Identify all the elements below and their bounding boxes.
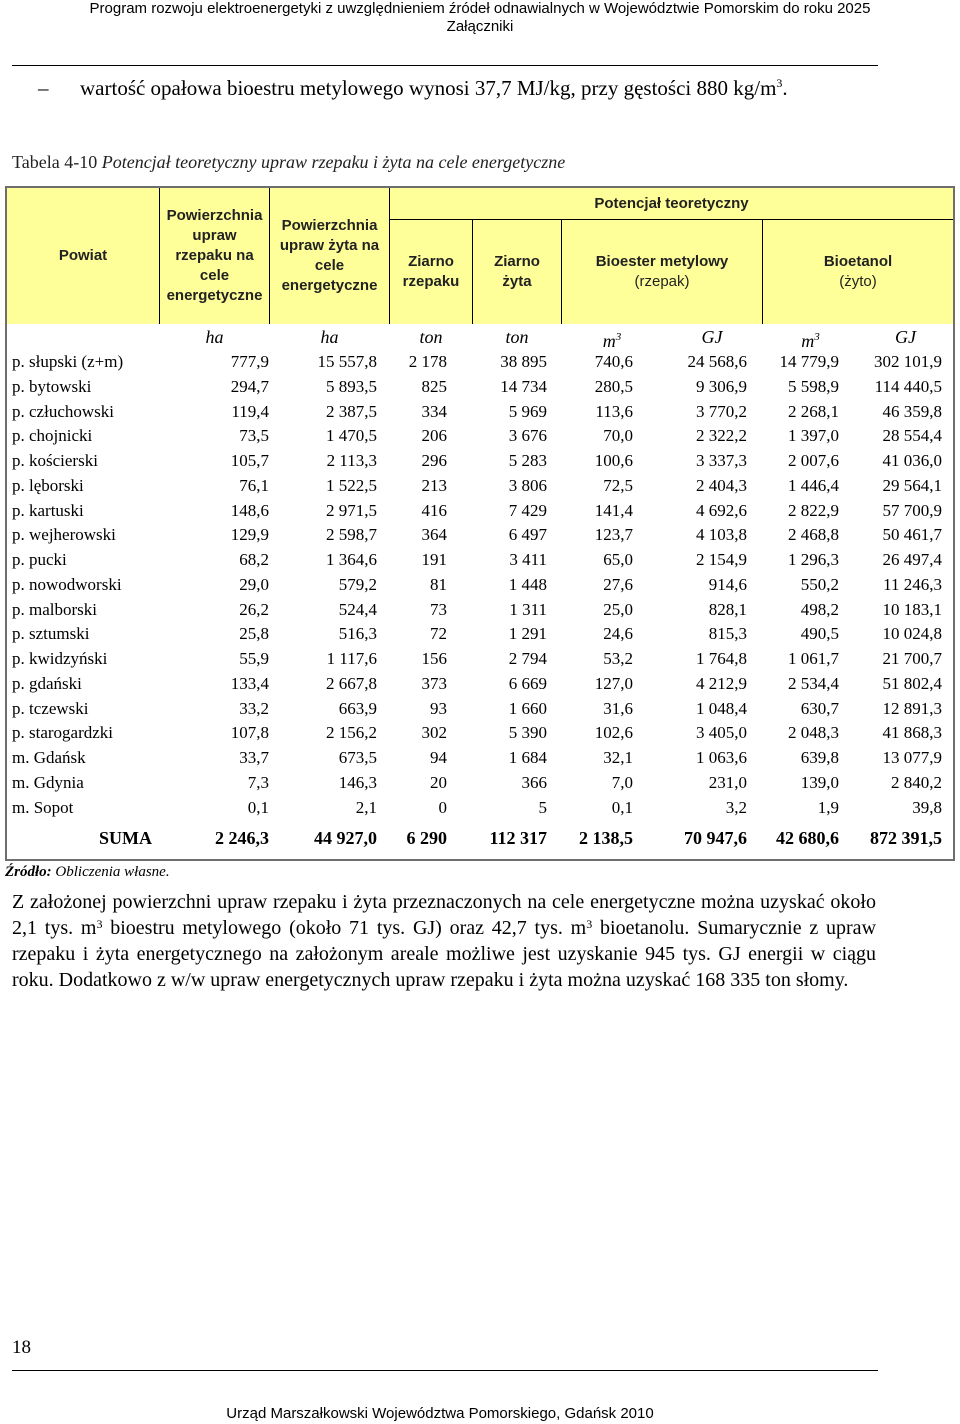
source-label: Źródło: (5, 864, 52, 880)
cell-value: 12 891,3 (882, 698, 942, 718)
cell-value: 777,9 (230, 352, 269, 371)
cell-powiat: p. starogardzki (12, 723, 114, 743)
cell-value: 1 446,4 (788, 475, 839, 495)
cell-value: 146,3 (338, 772, 377, 792)
cell-value: 3 405,0 (696, 723, 747, 743)
th-bioetanol-sub: (żyto) (839, 273, 877, 290)
cell-value: 2 971,5 (326, 500, 377, 520)
cell-value: 9 306,9 (696, 376, 747, 396)
cell-value: 2 598,7 (326, 525, 377, 545)
para-part-1: Z założonej powierzchni upraw rzepaku i żyta przeznaczonych na cele energetyczne można uzyskać około 2,1 tys. m (12, 891, 876, 939)
cell-value: 10 183,1 (882, 599, 942, 619)
header-subtitle: Załączniki (446, 18, 514, 35)
cell-value: 1 296,3 (788, 550, 839, 569)
bullet-dash: – (38, 76, 49, 100)
cell-value: 70,0 (603, 426, 633, 446)
cell-value: 828,1 (708, 599, 747, 619)
table-row (7, 696, 953, 721)
cell-value: 3 770,2 (696, 401, 747, 421)
table-row (7, 522, 953, 547)
cell-value: 1,9 (817, 797, 839, 817)
bullet-end: . (782, 76, 788, 100)
bullet-main: wartość opałowa bioestru metylowego wynosi 37,7 MJ/kg, przy gęstości 880 kg/m (80, 76, 777, 100)
cell-value: 57 700,9 (882, 500, 942, 520)
cell-value: 127,0 (594, 673, 633, 693)
th-bioester (562, 220, 762, 324)
cell-powiat: p. kartuski (12, 500, 84, 520)
table-row (7, 646, 953, 671)
table-row (7, 547, 953, 572)
cell-value: 2 048,3 (788, 723, 839, 743)
sum-row (7, 825, 953, 851)
cell-value: 5 390 (508, 723, 547, 743)
cell-powiat: p. gdański (12, 673, 82, 693)
unit-cell (562, 324, 662, 350)
cell-value: 0,1 (611, 797, 633, 817)
cell-value: 296 (421, 451, 447, 470)
cell-powiat: p. nowodworski (12, 574, 122, 594)
cell-value: 39,8 (912, 797, 942, 817)
th-bioetanol (763, 220, 953, 324)
cell-value: 139,0 (800, 772, 839, 792)
cell-value: 5 598,9 (788, 376, 839, 396)
cell-value: 119,4 (231, 401, 269, 421)
cell-value: 3,2 (725, 797, 747, 817)
cell-value: 25,8 (239, 624, 269, 644)
cell-value: 1 311 (509, 599, 547, 619)
cell-powiat: p. wejherowski (12, 525, 116, 545)
cell-value: 302 101,9 (874, 352, 942, 371)
cell-value: 76,1 (239, 475, 269, 495)
cell-value: 498,2 (800, 599, 839, 619)
cell-value: 94 (430, 748, 447, 767)
cell-value: 516,3 (338, 624, 377, 644)
cell-value: 68,2 (239, 550, 269, 569)
unit-cell: GJ (701, 327, 723, 347)
cell-value: 2 387,5 (326, 401, 377, 421)
table-row (7, 720, 953, 745)
cell-value: 2 322,2 (696, 426, 747, 446)
cell-value: 294,7 (230, 376, 269, 396)
sum-value: 42 680,6 (776, 828, 839, 849)
cell-value: 21 700,7 (882, 649, 942, 668)
unit-cell: GJ (895, 327, 916, 347)
page-header (0, 0, 960, 36)
cell-value: 1 291 (508, 624, 547, 644)
cell-value: 1 364,6 (326, 550, 377, 569)
bullet-sup: 3 (776, 76, 783, 90)
caption-title: Potencjał teoretyczny upraw rzepaku i żyta na cele energetyczne (101, 152, 566, 172)
cell-powiat: p. malborski (12, 599, 97, 619)
table-row (7, 770, 953, 795)
cell-value: 24,6 (603, 624, 633, 644)
grid-line (762, 219, 763, 324)
cell-value: 6 669 (508, 673, 547, 693)
cell-value: 41 036,0 (882, 451, 942, 470)
grid-line (269, 188, 270, 324)
cell-value: 5 969 (508, 401, 547, 421)
cell-value: 630,7 (800, 698, 839, 718)
cell-value: 33,7 (239, 748, 269, 767)
th-bioester-sub: (rzepak) (634, 273, 690, 290)
cell-value: 15 557,8 (317, 352, 377, 371)
cell-value: 93 (430, 698, 447, 718)
th-bioetanol-label: Bioetanol (823, 253, 893, 270)
cell-powiat: p. człuchowski (12, 401, 114, 421)
footer-divider (12, 1370, 878, 1371)
cell-value: 50 461,7 (882, 525, 942, 545)
table-row (7, 374, 953, 399)
cell-value: 100,6 (594, 451, 633, 470)
cell-value: 206 (421, 426, 447, 446)
cell-value: 2 178 (408, 352, 447, 371)
cell-value: 1 470,5 (326, 426, 377, 446)
source-text: Obliczenia własne. (55, 864, 170, 880)
th-pow-rzepak: Powierzchnia upraw rzepaku na cele energetyczne (166, 207, 263, 304)
cell-powiat: p. tczewski (12, 698, 89, 718)
cell-value: 191 (421, 550, 447, 569)
cell-value: 6 497 (508, 525, 547, 545)
cell-value: 25,0 (603, 599, 633, 619)
unit-cell: ton (419, 327, 443, 347)
cell-value: 2 113,3 (326, 451, 377, 470)
unit-sup: 3 (814, 331, 820, 343)
table-row (7, 597, 953, 622)
cell-value: 673,5 (338, 748, 377, 767)
table-row (7, 423, 953, 448)
cell-value: 5 (538, 797, 547, 817)
cell-value: 73,5 (239, 426, 269, 446)
sum-value: 2 246,3 (215, 828, 269, 849)
unit-cell: ha (205, 327, 224, 347)
cell-value: 2 534,4 (788, 673, 839, 693)
cell-value: 81 (430, 574, 447, 594)
cell-value: 1 522,5 (326, 475, 377, 495)
table-row (7, 448, 953, 473)
unit-cell (763, 324, 858, 350)
table-row (7, 498, 953, 523)
cell-value: 72 (430, 624, 447, 644)
cell-value: 1 764,8 (696, 649, 747, 668)
sum-value: 112 317 (489, 828, 547, 849)
cell-value: 53,2 (603, 649, 633, 668)
cell-value: 51 802,4 (882, 673, 942, 693)
cell-value: 105,7 (230, 451, 269, 470)
cell-value: 416 (421, 500, 447, 520)
cell-value: 114 440,5 (874, 376, 942, 396)
table-row (7, 349, 953, 374)
cell-value: 33,2 (239, 698, 269, 718)
cell-value: 2 822,9 (788, 500, 839, 520)
cell-value: 364 (421, 525, 447, 545)
cell-value: 2 007,6 (788, 451, 839, 470)
cell-value: 46 359,8 (882, 401, 942, 421)
th-potencjal: Potencjał teoretyczny (594, 195, 749, 212)
cell-value: 29,0 (239, 574, 269, 594)
cell-value: 2 154,9 (696, 550, 747, 569)
th-pow-zyto: Powierzchnia upraw żyta na cele energetyczne (279, 217, 380, 294)
unit-sup: 3 (615, 331, 622, 343)
cell-value: 4 692,6 (696, 500, 747, 520)
cell-value: 4 212,9 (696, 673, 747, 693)
cell-value: 2 468,8 (788, 525, 839, 545)
cell-powiat: m. Gdynia (12, 772, 84, 792)
page-number: 18 (12, 1337, 31, 1358)
cell-value: 73 (430, 599, 447, 619)
cell-value: 156 (421, 649, 447, 668)
cell-value: 32,1 (603, 748, 633, 767)
th-powiat: Powiat (58, 247, 108, 264)
cell-value: 334 (421, 401, 447, 421)
cell-value: 102,6 (594, 723, 633, 743)
cell-value: 1 397,0 (788, 426, 839, 446)
cell-value: 26 497,4 (882, 550, 942, 569)
cell-value: 72,5 (603, 475, 633, 495)
cell-value: 1 117,6 (326, 649, 377, 668)
page-footer: Urząd Marszałkowski Województwa Pomorskiego, Gdańsk 2010 (226, 1405, 654, 1422)
cell-powiat: p. kościerski (12, 451, 98, 470)
sum-value: 6 290 (406, 828, 447, 849)
cell-value: 2 794 (508, 649, 547, 668)
cell-value: 133,4 (230, 673, 269, 693)
cell-value: 7,3 (247, 772, 269, 792)
cell-value: 4 103,8 (696, 525, 747, 545)
cell-value: 28 554,4 (882, 426, 942, 446)
cell-value: 13 077,9 (882, 748, 942, 767)
cell-value: 550,2 (800, 574, 839, 594)
cell-value: 1 048,4 (696, 698, 747, 718)
header-divider (12, 65, 878, 66)
cell-value: 366 (521, 772, 547, 792)
table-row (7, 671, 953, 696)
cell-powiat: p. sztumski (12, 624, 90, 644)
cell-value: 1 684 (508, 748, 547, 767)
cell-value: 148,6 (230, 500, 269, 520)
table-row (7, 621, 953, 646)
cell-value: 1 448 (508, 574, 547, 594)
cell-value: 107,8 (230, 723, 269, 743)
th-bioester-label: Bioester metylowy (595, 253, 729, 270)
table-row (7, 795, 953, 820)
cell-value: 2 840,2 (891, 772, 942, 792)
cell-value: 1 660 (508, 698, 547, 718)
cell-powiat: p. chojnicki (12, 426, 93, 446)
cell-value: 3 806 (508, 475, 547, 495)
table-header (7, 188, 953, 324)
table-row (7, 473, 953, 498)
para-sup-1: 3 (96, 917, 103, 931)
cell-value: 129,9 (230, 525, 269, 545)
cell-value: 914,6 (708, 574, 747, 594)
cell-powiat: m. Gdańsk (12, 748, 86, 767)
table-row (7, 572, 953, 597)
grid-line (159, 188, 160, 324)
cell-value: 123,7 (594, 525, 633, 545)
cell-value: 2 268,1 (788, 401, 839, 421)
sum-label: SUMA (99, 828, 152, 849)
cell-value: 373 (421, 673, 447, 693)
cell-value: 41 868,3 (882, 723, 942, 743)
cell-powiat: p. kwidzyński (12, 649, 108, 668)
data-table (5, 186, 955, 861)
cell-value: 213 (421, 475, 447, 495)
cell-value: 1 061,7 (788, 649, 839, 668)
cell-value: 141,4 (594, 500, 633, 520)
cell-powiat: m. Sopot (12, 797, 74, 817)
th-ziarno-zyta: Ziarno żyta (494, 253, 540, 290)
table-caption (12, 152, 565, 173)
cell-value: 20 (430, 772, 447, 792)
cell-value: 5 893,5 (326, 376, 377, 396)
cell-value: 65,0 (603, 550, 633, 569)
cell-value: 14 734 (500, 376, 547, 396)
cell-value: 579,2 (338, 574, 377, 594)
cell-value: 0 (438, 797, 447, 817)
cell-value: 29 564,1 (882, 475, 942, 495)
cell-powiat: p. pucki (12, 550, 67, 569)
cell-value: 663,9 (338, 698, 377, 718)
sum-value: 872 391,5 (870, 828, 942, 849)
table-row (7, 399, 953, 424)
cell-value: 2 156,2 (326, 723, 377, 743)
cell-value: 5 283 (508, 451, 547, 470)
cell-value: 24 568,6 (687, 352, 747, 371)
cell-value: 55,9 (239, 649, 269, 668)
cell-powiat: p. bytowski (12, 376, 92, 396)
cell-value: 280,5 (594, 376, 633, 396)
cell-value: 3 411 (509, 550, 547, 569)
cell-value: 490,5 (800, 624, 839, 644)
cell-value: 231,0 (708, 772, 747, 792)
unit-m: m (602, 331, 616, 351)
cell-value: 3 676 (508, 426, 547, 446)
cell-value: 2,1 (355, 797, 377, 817)
para-part-2: bioestru metylowego (około 71 tys. GJ) oraz 42,7 tys. m (102, 917, 587, 939)
unit-cell: ton (505, 327, 529, 347)
cell-powiat: p. lęborski (12, 475, 84, 495)
table-row (7, 745, 953, 770)
cell-value: 27,6 (603, 574, 633, 594)
table-source (5, 864, 170, 881)
para-sup-2: 3 (586, 917, 593, 931)
cell-value: 10 024,8 (882, 624, 942, 644)
cell-value: 815,3 (708, 624, 747, 644)
cell-value: 7 429 (508, 500, 547, 520)
cell-value: 113,6 (595, 401, 633, 421)
cell-value: 825 (421, 376, 447, 396)
bullet-text (80, 76, 788, 101)
grid-line (561, 219, 562, 324)
cell-value: 1 063,6 (696, 748, 747, 767)
cell-value: 524,4 (338, 599, 377, 619)
cell-value: 0,1 (247, 797, 269, 817)
para-part-3: bioetanolu. Sumarycznie z upraw rzepaku i żyta energetycznego na założonym areale możliwe jest uzyskanie 945 tys. GJ energii w ciągu roku. Dodatkowo z w/w upraw energetycznych upraw rzepaku i żyta można uzyskać 168 335 ton słomy. (12, 917, 877, 991)
cell-value: 2 404,3 (696, 475, 747, 495)
grid-line (389, 188, 390, 324)
cell-value: 639,8 (800, 748, 839, 767)
cell-value: 3 337,3 (696, 451, 747, 470)
th-ziarno-rzepaku: Ziarno rzepaku (402, 253, 460, 290)
body-paragraph (12, 889, 876, 993)
cell-value: 7,0 (611, 772, 633, 792)
cell-value: 31,6 (603, 698, 633, 718)
sum-value: 70 947,6 (684, 828, 747, 849)
cell-value: 38 895 (500, 352, 547, 371)
cell-value: 11 246,3 (883, 574, 942, 594)
unit-m: m (801, 331, 815, 351)
cell-value: 302 (421, 723, 447, 743)
grid-line (389, 219, 953, 220)
cell-value: 740,6 (594, 352, 633, 371)
sum-value: 44 927,0 (314, 828, 377, 849)
cell-powiat: p. słupski (z+m) (12, 352, 124, 371)
sum-value: 2 138,5 (579, 828, 633, 849)
cell-value: 26,2 (239, 599, 269, 619)
header-title: Program rozwoju elektroenergetyki z uwzględnieniem źródeł odnawialnych w Województwie Pomorskim do roku 2025 (89, 0, 871, 17)
cell-value: 2 667,8 (326, 673, 377, 693)
grid-line (472, 219, 473, 324)
caption-label: Tabela 4-10 (12, 152, 98, 172)
unit-cell: ha (320, 327, 339, 347)
cell-value: 14 779,9 (779, 352, 839, 371)
